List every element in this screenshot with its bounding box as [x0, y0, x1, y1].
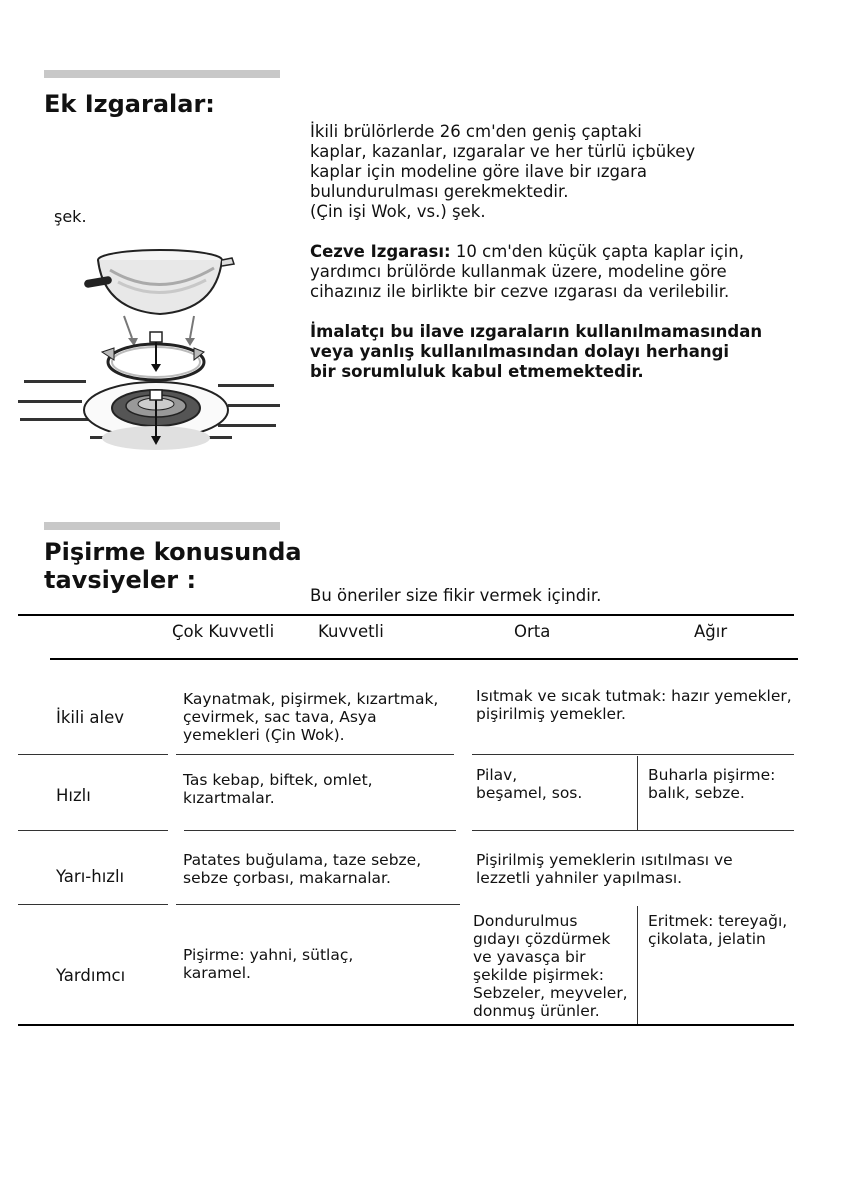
row-divider [176, 904, 460, 905]
column-header-low: Ağır [694, 622, 728, 641]
row-label-rapid: Hızlı [56, 786, 91, 805]
cell-rapid-strong: Tas kebap, biftek, omlet, kızartmalar. [183, 771, 373, 807]
cell-semi-rapid-medium: Pişirilmiş yemeklerin ısıtılması ve lezzetli yahniler yapılması. [476, 851, 733, 887]
row-divider [18, 904, 168, 905]
column-divider [637, 756, 638, 830]
row-divider [18, 754, 168, 755]
section-divider-bar-2 [44, 522, 280, 530]
cell-auxiliary-low: Eritmek: tereyağı, çikolata, jelatin [648, 912, 788, 948]
section-heading-extra-grates: Ek Izgaralar: [44, 90, 215, 118]
row-divider [184, 830, 456, 831]
cell-auxiliary-medium: Dondurulmus gıdayı çözdürmek ve yavasça bir şekilde pişirmek: Sebzeler, meyveler, donmuş ürünler. [473, 912, 628, 1020]
table-top-rule [18, 614, 794, 616]
cell-auxiliary-strong: Pişirme: yahni, sütlaç, karamel. [183, 946, 354, 982]
cell-dual-flame-medium: Isıtmak ve sıcak tutmak: hazır yemekler, pişirilmiş yemekler. [476, 687, 792, 723]
row-label-auxiliary: Yardımcı [56, 966, 126, 985]
column-header-strong: Kuvvetli [318, 622, 384, 641]
section-heading-cooking-tips-line2: tavsiyeler : [44, 566, 197, 594]
wok-ring-illustration [18, 240, 286, 460]
cell-rapid-medium: Pilav, beşamel, sos. [476, 766, 583, 802]
row-divider [472, 830, 794, 831]
paragraph-extra-grates: İkili brülörlerde 26 cm'den geniş çaptaki kaplar, kazanlar, ızgaralar ve her türlü içbükey kaplar için modeline göre ilave bir ızgara bulundurulması gerekmektedir. (Çin işi Wok, vs.) şek. [310, 122, 696, 221]
section-heading-cooking-tips-line1: Pişirme konusunda [44, 538, 302, 566]
figure-reference: şek. [54, 207, 87, 226]
paragraph-liability: İmalatçı bu ilave ızgaraların kullanılmamasından veya yanlış kullanılmasından dolayı herhangi bir sorumluluk kabul etmemektedir. [310, 322, 763, 381]
cell-dual-flame-strong: Kaynatmak, pişirmek, kızartmak, çevirmek, sac tava, Asya yemekleri (Çin Wok). [183, 690, 439, 744]
column-divider [637, 906, 638, 1024]
row-label-semi-rapid: Yarı-hızlı [56, 867, 125, 886]
cell-semi-rapid-strong: Patates buğulama, taze sebze, sebze çorbası, makarnalar. [183, 851, 422, 887]
row-label-dual-flame: İkili alev [56, 708, 125, 727]
table-bottom-rule [18, 1024, 794, 1026]
coffee-grate-title: Cezve Izgarası: [310, 242, 451, 261]
cell-rapid-low: Buharla pişirme: balık, sebze. [648, 766, 776, 802]
section-divider-bar-1 [44, 70, 280, 78]
paragraph-coffee-grate [310, 242, 744, 302]
row-divider [18, 830, 168, 831]
row-divider [176, 754, 454, 755]
coffee-grate-text: 10 cm'den küçük çapta kaplar için, yardımcı brülörde kullanmak üzere, modeline göre cihazınız ile birlikte bir cezve ızgarası da verilebilir. [310, 242, 744, 301]
wok-ring-illustration-svg [18, 240, 286, 460]
table-header-rule [50, 658, 798, 660]
column-header-very-strong: Çok Kuvvetli [172, 622, 275, 641]
row-divider [472, 754, 794, 755]
cooking-tips-intro: Bu öneriler size fikir vermek içindir. [310, 586, 602, 605]
column-header-medium: Orta [514, 622, 551, 641]
